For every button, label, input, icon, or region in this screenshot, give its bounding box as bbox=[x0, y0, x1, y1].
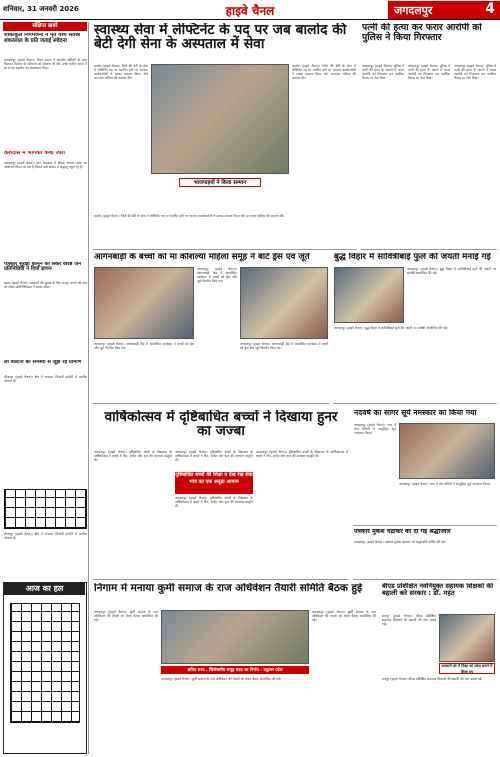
article-5-headline: वार्षिकोत्सव में दृष्टिबाधित बच्चों ने दिखाया हुनर का जज्बा bbox=[104, 410, 338, 440]
article-2-headline: पत्नी की हत्या कर फरार आरोपी को पुलिस ने किया गिरफ्तार bbox=[362, 23, 482, 43]
article-8-text-b: जगदलपुर (हाइवे चैनल)। कुर्मी समाज के राज अधिवेशन की तैयारी को लेकर बैठक आयोजित की गई। bbox=[161, 677, 282, 681]
article-1-headline: स्वास्थ्य सेवा में लेफ्टिनेंट के पद पर जब बालोद की बेटी देगी सेना के अस्पताल में सेवा bbox=[94, 23, 347, 53]
article-4-headline: बुद्ध विहार में सावित्रीबाई फुले की जयंती मनाई गई bbox=[334, 253, 491, 262]
left-headline-2: केशदास में भागवत कथा जारी bbox=[4, 151, 65, 156]
article-7-text: जगदलपुर (हाइवे चैनल)। पत्रकार मुकेश चंद्राकर को श्रद्धांजलि अर्पित की गई। bbox=[354, 540, 446, 544]
article-9-caption: सरकारी को में शिक्षा को प्रदेश बनाने में शिक्षा प्रय bbox=[439, 663, 495, 674]
article-tribute bbox=[353, 528, 497, 580]
article-1-text: बालोद (हाइवे चैनल)। जिले की बेटी के सेना में लेफ्टिनेंट पद पर चयनित होने पर भाजपा कार्यकर्ताओं ने उनका सम्मान किया और उज्ज्वल भविष्य की कामना की। bbox=[94, 64, 148, 81]
article-7-headline: पत्रकार मुकेश चंद्राकर को दी गई श्रद्धांजलि bbox=[354, 529, 451, 535]
puzzle-answer-box bbox=[3, 582, 87, 754]
article-3-text-b: जगदलपुर (हाइवे चैनल)। आंगनबाड़ी केंद्र में आयोजित कार्यक्रम में बच्चों को ड्रेस और जूते वितरित किए गए। bbox=[94, 342, 194, 351]
article-6-text: जगदलपुर (हाइवे चैनल)। नगर में योग प्रेमियों ने सामूहिक सूर्य नमस्कार किया। bbox=[354, 423, 396, 436]
article-8-headline: निगाम में मनाया कुर्मी समाज के राज अधिवेशन तैयारी समिति बैठक हुई bbox=[94, 583, 363, 594]
article-3-headline: आंगनबाड़ी के बच्चों को मां कौशल्या महिला समूह ने बांटे ड्रेस एवं जूते bbox=[94, 253, 310, 262]
article-8-text: जगदलपुर (हाइवे चैनल)। कुर्मी समाज के राज अधिवेशन की तैयारी को लेकर बैठक आयोजित की गई। bbox=[94, 610, 158, 623]
page-number: 4 bbox=[485, 1, 495, 17]
left-headline-1: शोकाकुल निगमजनों ने मृत वैश्य सर्वश्री शंकरलाल के प्रति जताई संवेदना bbox=[4, 33, 81, 44]
article-8-caption: क्षत्रिय सभा , जिलेस्तरीय समूह मदद का निर्णय - प्रफुल्ल पटेल bbox=[161, 666, 309, 674]
puzzle-answer-title: आज का हल bbox=[4, 583, 85, 595]
puzzle-clues: बीजापुर (हाइवे चैनल)। क्षेत्र में लगातार बिजली कटौती से ग्रामीण परेशान हैं। bbox=[4, 532, 87, 541]
article-6-photo bbox=[399, 423, 495, 479]
masthead-date: शनिवार, 31 जनवरी 2026 bbox=[3, 5, 79, 13]
article-2-text: जगदलपुर (हाइवे चैनल)। पुलिस ने पत्नी की हत्या के मामले में फरार आरोपी को गिरफ्तार कर न्यायिक रिमांड पर भेज दिया। bbox=[362, 64, 404, 81]
brief-news-tag: संक्षिप्त खबरें bbox=[3, 22, 87, 31]
crossword-grid bbox=[4, 489, 87, 529]
article-9-headline: बीएड प्रशिक्षित नवनियुक्त सहायक शिक्षकों की बहाली करे सरकार : डॉ. महंत bbox=[382, 583, 494, 597]
article-2-text-c: जगदलपुर (हाइवे चैनल)। पुलिस ने पत्नी की हत्या के मामले में फरार आरोपी को गिरफ्तार कर न्यायिक रिमांड पर भेज दिया। bbox=[454, 64, 496, 81]
article-8-photo bbox=[161, 610, 309, 664]
article-4-text-b: जगदलपुर (हाइवे चैनल)। बुद्ध विहार में सावित्रीबाई फुले की जयंती पर संगोष्ठी आयोजित की गई। bbox=[334, 326, 448, 330]
article-5-text-d: जगदलपुर (हाइवे चैनल)। दृष्टिबाधित बच्चों के विद्यालय के वार्षिकोत्सव में बच्चों ने गीत, संगीत और नृत्य की शानदार प्रस्तुति दी। bbox=[256, 450, 348, 459]
article-1-text-c: बालोद (हाइवे चैनल)। जिले की बेटी के सेना में लेफ्टिनेंट पद पर चयनित होने पर भाजपा कार्यकर्ताओं ने उनका सम्मान किया और उज्ज्वल भविष्य की कामना की। bbox=[94, 214, 285, 218]
left-text-2: जगदलपुर (हाइवे चैनल)। ग्राम केशदास में श्रीमद् भागवत कथा का आयोजन किया जा रहा है जिसमें बड़ी संख्या में श्रद्धालु पहुंच रहे हैं। bbox=[4, 161, 87, 170]
article-buddha-vihar bbox=[333, 252, 497, 404]
masthead-city: जगदलपुर bbox=[394, 4, 433, 17]
masthead-title: हाइवे चैनल bbox=[225, 4, 275, 18]
article-6-headline: नदवर्ष का सागर सूर्य नमस्कार का किया गया bbox=[354, 409, 477, 417]
article-3-photo bbox=[94, 267, 194, 339]
article-2-text-b: जगदलपुर (हाइवे चैनल)। पुलिस ने पत्नी की हत्या के मामले में फरार आरोपी को गिरफ्तार कर न्यायिक रिमांड पर भेज दिया। bbox=[408, 64, 450, 81]
article-5-callout: दृष्टिबाधित बच्चों की शिक्षा व देख रेख सेवा भाव का एक अनूठा आयाम bbox=[175, 472, 253, 494]
article-5-text-c: जगदलपुर (हाइवे चैनल)। दृष्टिबाधित बच्चों के विद्यालय के वार्षिकोत्सव में बच्चों ने गीत, संगीत और नृत्य की शानदार प्रस्तुति दी। bbox=[175, 496, 253, 509]
article-4-text: जगदलपुर (हाइवे चैनल)। बुद्ध विहार में सावित्रीबाई फुले की जयंती पर संगोष्ठी आयोजित की गई। bbox=[407, 267, 496, 276]
article-anganwadi bbox=[93, 252, 329, 404]
article-5-text-b: जगदलपुर (हाइवे चैनल)। दृष्टिबाधित बच्चों के विद्यालय के वार्षिकोत्सव में बच्चों ने गीत, संगीत और नृत्य की शानदार प्रस्तुति दी। bbox=[175, 450, 253, 463]
left-text-4: बीजापुर (हाइवे चैनल)। क्षेत्र में लगातार बिजली कटौती से ग्रामीण परेशान हैं। bbox=[4, 375, 87, 384]
article-3-text: जगदलपुर (हाइवे चैनल)। आंगनबाड़ी केंद्र में आयोजित कार्यक्रम में बच्चों को ड्रेस और जूते वितरित किए गए। bbox=[197, 267, 237, 284]
masthead-city-tab bbox=[388, 1, 500, 19]
article-5-text: जगदलपुर (हाइवे चैनल)। दृष्टिबाधित बच्चों के विद्यालय के वार्षिकोत्सव में बच्चों ने गीत, संगीत और नृत्य की शानदार प्रस्तुति दी। bbox=[94, 450, 172, 463]
article-lieutenant bbox=[93, 22, 357, 250]
article-6-text-b: जगदलपुर (हाइवे चैनल)। नगर में योग प्रेमियों ने सामूहिक सूर्य नमस्कार किया। bbox=[399, 482, 491, 486]
article-4-photo bbox=[334, 267, 404, 323]
left-headline-4: लो वोल्टेज की समस्या से जूझ रहे ग्रामीण bbox=[4, 360, 82, 365]
puzzle-solution-grid bbox=[10, 603, 80, 723]
article-arrest bbox=[361, 22, 497, 250]
article-3-photo-2 bbox=[240, 267, 328, 339]
left-column bbox=[3, 22, 89, 754]
article-surya-namaskar bbox=[353, 408, 497, 526]
article-1-photo bbox=[151, 64, 289, 174]
article-8-text-c: जगदलपुर (हाइवे चैनल)। कुर्मी समाज के राज अधिवेशन की तैयारी को लेकर बैठक आयोजित की गई। bbox=[312, 610, 376, 623]
article-9-text-b: रायपुर (हाइवे चैनल)। बीएड प्रशिक्षित सहायक शिक्षकों की बहाली की मांग उठाई गई। bbox=[382, 677, 483, 681]
article-1-text-b: बालोद (हाइवे चैनल)। जिले की बेटी के सेना में लेफ्टिनेंट पद पर चयनित होने पर भाजपा कार्यकर्ताओं ने उनका सम्मान किया और उज्ज्वल भविष्य की कामना की। bbox=[292, 64, 356, 81]
left-headline-3: पत्रकार सुरक्षा कानून को लेकर वरिष्ठ जन प्रतिनिधियों ने दिया ज्ञापन bbox=[4, 262, 81, 273]
article-1-caption: भाजपाइयों ने किया सम्मान bbox=[179, 178, 261, 187]
article-kurmi-samaj bbox=[93, 582, 377, 754]
masthead bbox=[0, 0, 500, 20]
article-3-text-c: जगदलपुर (हाइवे चैनल)। आंगनबाड़ी केंद्र में आयोजित कार्यक्रम में बच्चों को ड्रेस और जूते वितरित किए गए। bbox=[240, 342, 328, 351]
left-text-3: बस्तर (हाइवे चैनल)। पत्रकारों की सुरक्षा के लिए कानून बनाने की मांग को लेकर प्रतिनिधिमंडल ने ज्ञापन सौंपा। bbox=[4, 281, 87, 290]
article-bed-teachers bbox=[381, 582, 497, 754]
article-annual-function bbox=[93, 408, 349, 580]
article-9-text: रायपुर (हाइवे चैनल)। बीएड प्रशिक्षित सहायक शिक्षकों की बहाली की मांग उठाई गई। bbox=[382, 614, 436, 627]
article-9-photo bbox=[439, 614, 495, 662]
left-text-1: जगदलपुर (हाइवे चैनल)। निगम स्टाफ ने स्थानीय श्रमिकों के साथ मिलकर दिवंगत के परिजनों को सांत्वना दी और उनके कठिन समय में हर संभव सहयोग का आश्वासन दिया। bbox=[4, 58, 87, 71]
